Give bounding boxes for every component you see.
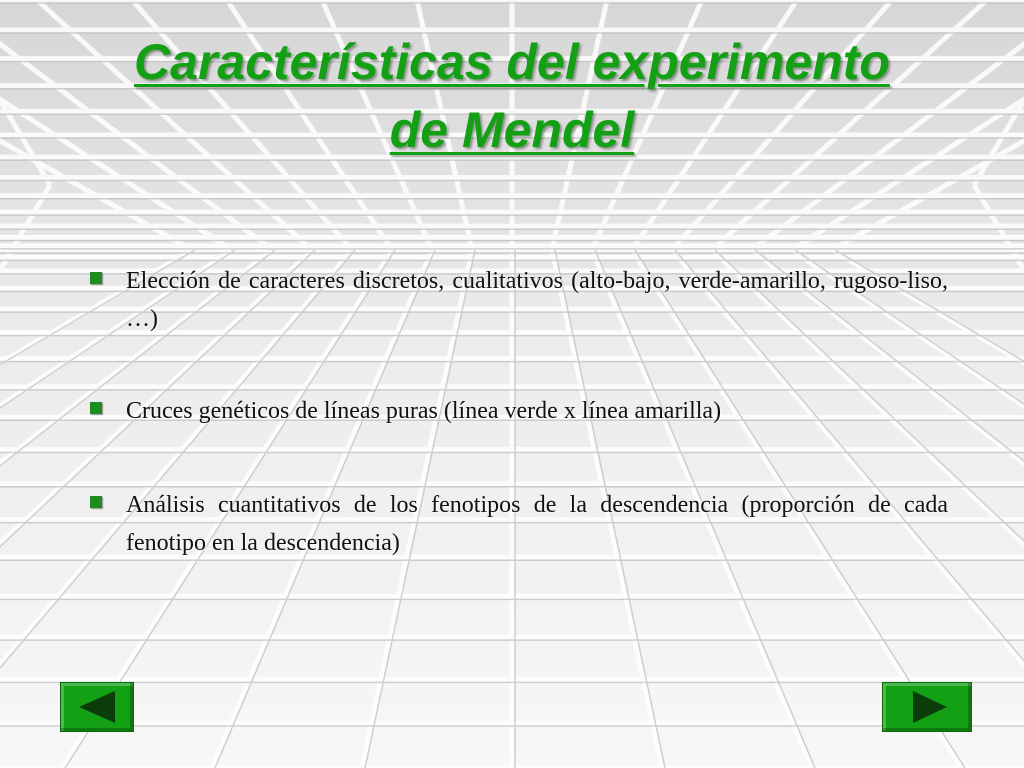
slide-title-line2: de Mendel (389, 102, 635, 158)
bullet-list (90, 262, 948, 616)
bullet-item-analysis (90, 486, 948, 562)
square-bullet-icon (90, 496, 102, 508)
previous-slide-button[interactable] (60, 682, 134, 732)
slide-title (40, 28, 984, 164)
slide-title-line1: Características del experimento (134, 34, 890, 90)
bullet-item-characters (90, 262, 948, 338)
next-slide-button[interactable] (882, 682, 972, 732)
bullet-text: Elección de caracteres discretos, cualitativos (alto-bajo, verde-amarillo, rugoso-liso, …) (126, 268, 948, 332)
square-bullet-icon (90, 402, 102, 414)
triangle-right-icon (883, 683, 971, 731)
bullet-text: Análisis cuantitativos de los fenotipos de la descendencia (proporción de cada fenotipo en la descendencia) (126, 492, 948, 556)
square-bullet-icon (90, 272, 102, 284)
bullet-text: Cruces genéticos de líneas puras (línea verde x línea amarilla) (126, 398, 722, 424)
triangle-left-icon (61, 683, 133, 731)
bullet-item-crosses (90, 392, 948, 430)
